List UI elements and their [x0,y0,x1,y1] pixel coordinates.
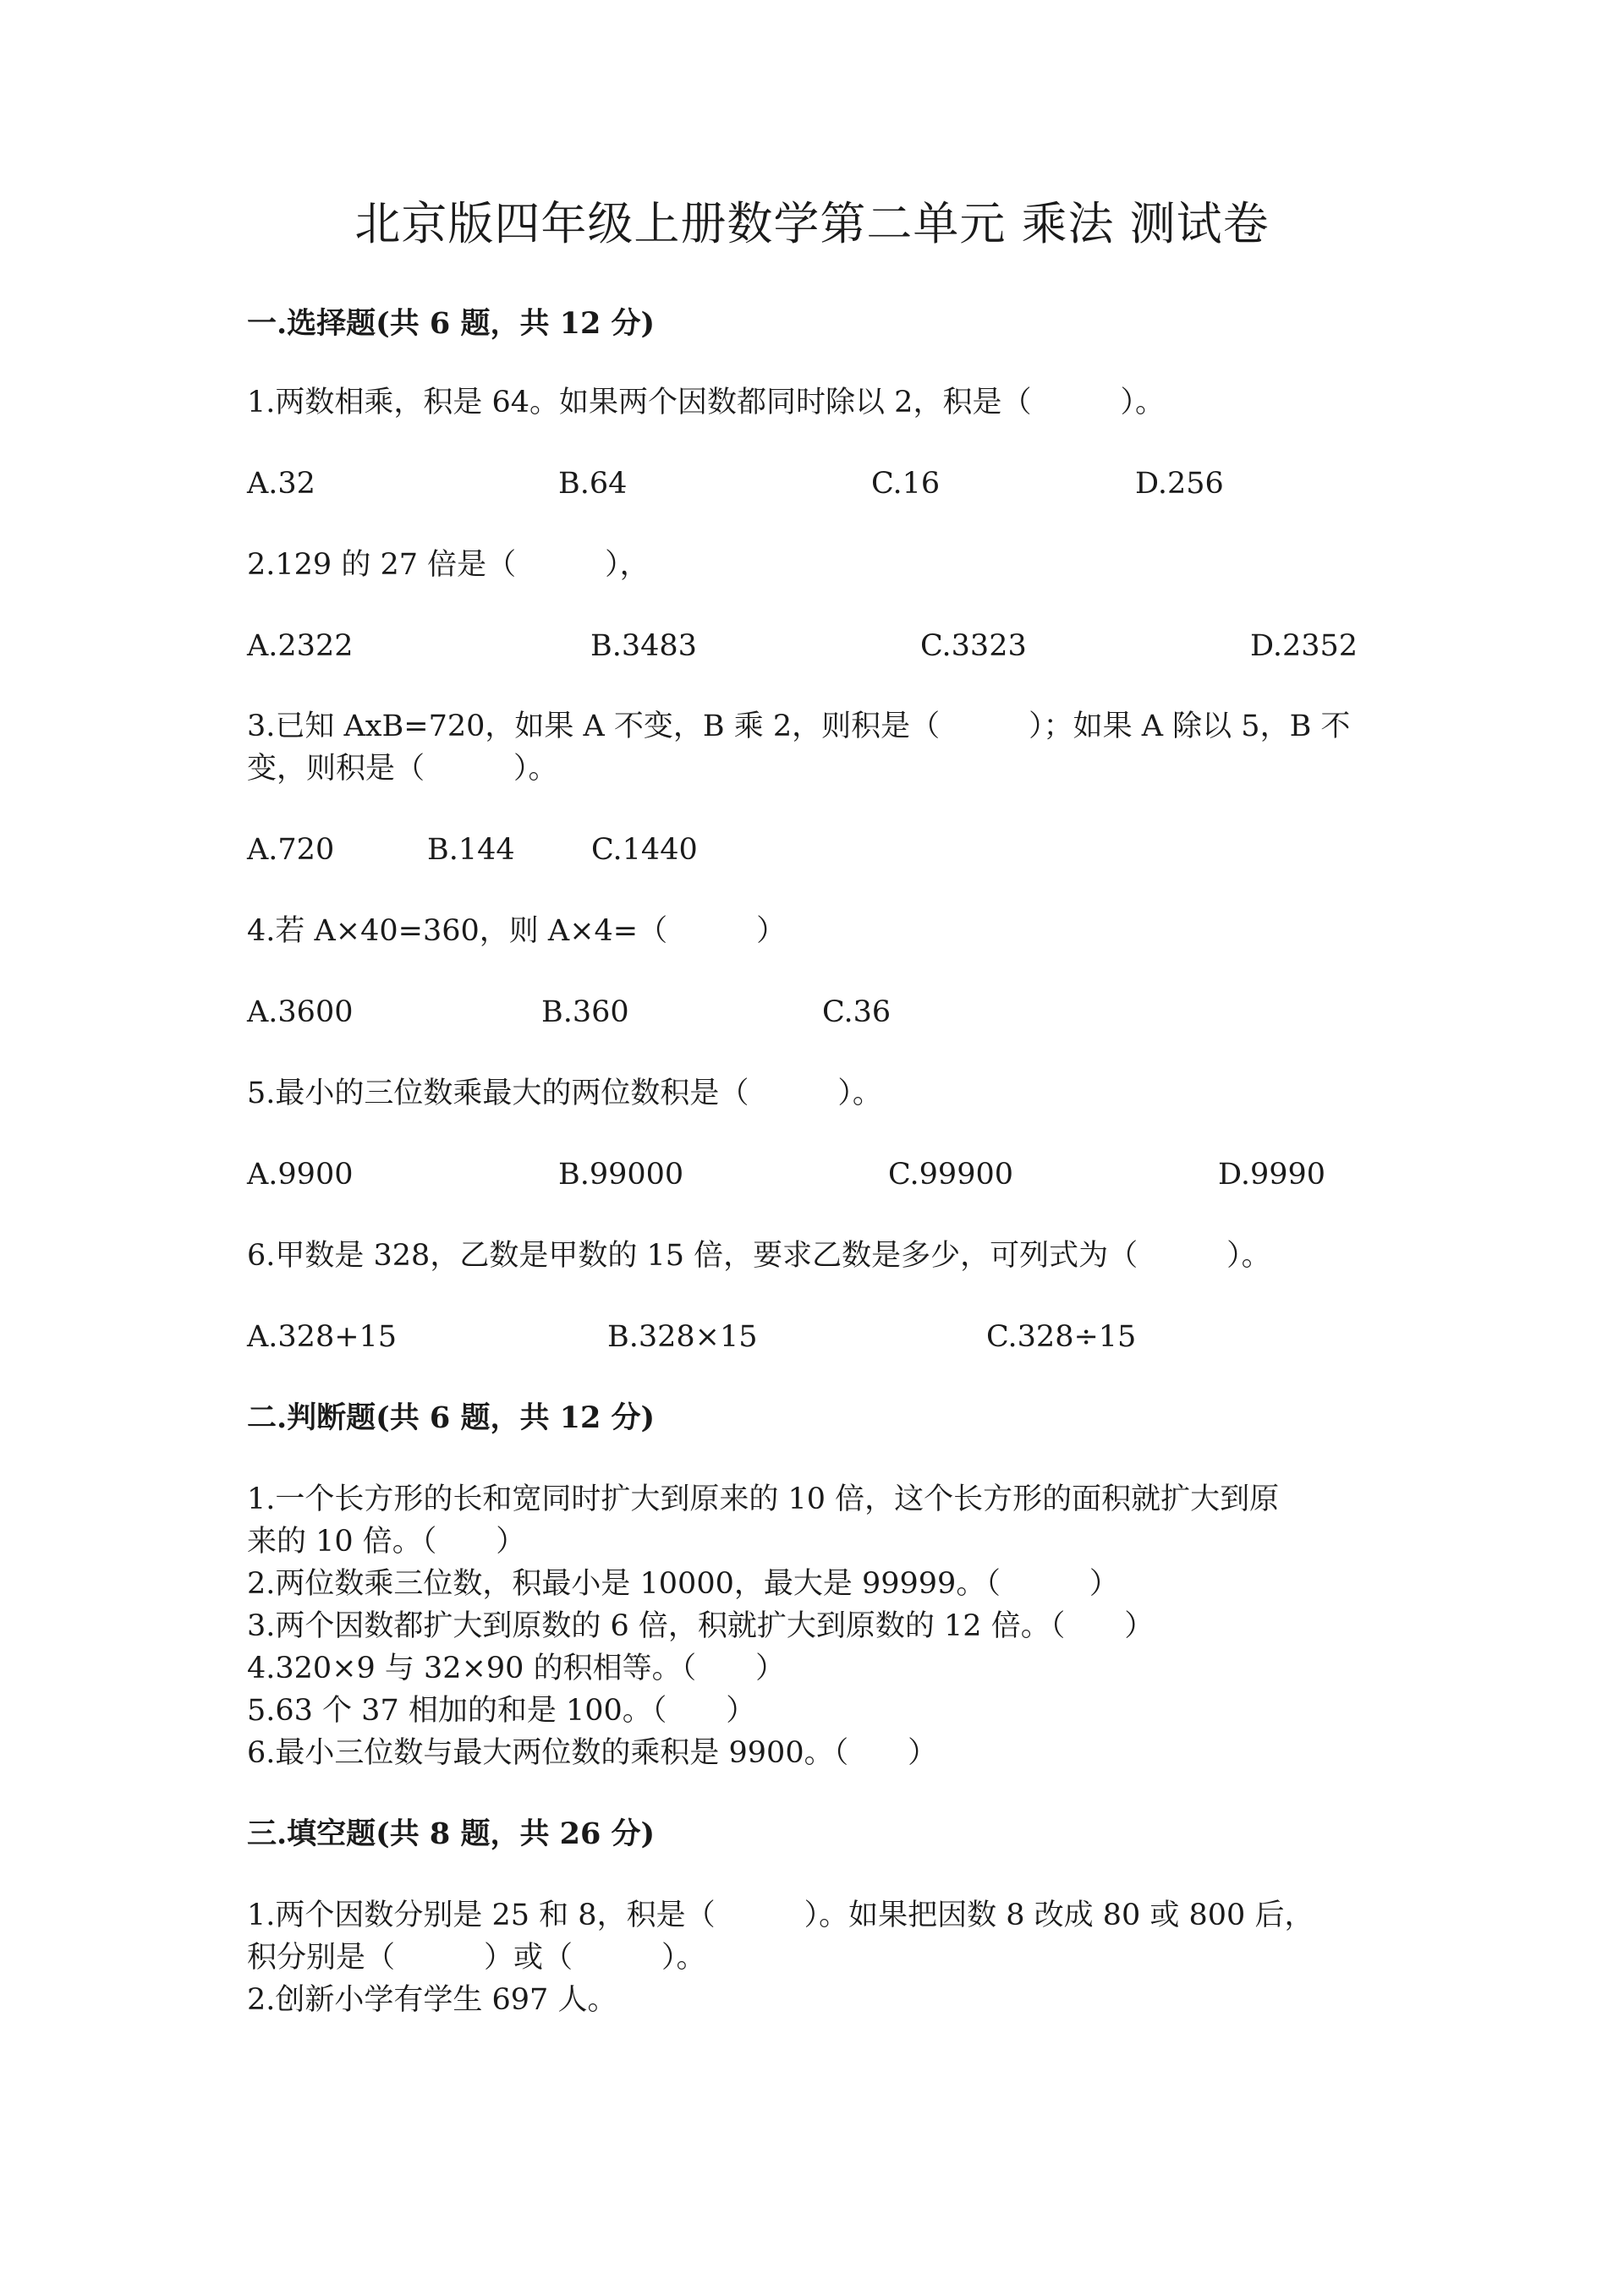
judgement-line: 4.320×9 与 32×90 的积相等。（ ） [247,1652,786,1685]
option-c: C.36 [822,995,892,1029]
option-a: A.3600 [247,995,354,1029]
option-b: B.360 [541,995,629,1029]
option-c: C.3323 [920,629,1027,663]
judgement-line: 1.一个长方形的长和宽同时扩大到原来的 10 倍，这个长方形的面积就扩大到原 [247,1482,1280,1516]
judgement-line: 3.两个因数都扩大到原数的 6 倍，积就扩大到原数的 12 倍。（ ） [247,1609,1155,1643]
page-title: 北京版四年级上册数学第二单元 乘法 测试卷 [354,197,1270,250]
judgement-line: 6.最小三位数与最大两位数的乘积是 9900。（ ） [247,1736,938,1770]
option-d: D.2352 [1250,629,1358,663]
option-a: A.328+15 [247,1320,398,1354]
option-b: B.64 [558,467,628,501]
option-a: A.32 [247,467,315,501]
option-a: A.720 [247,833,335,867]
option-b: B.3483 [590,629,697,663]
question-text: 3.已知 AxB=720，如果 A 不变，B 乘 2，则积是（ ）；如果 A 除以 5，B 不 [247,710,1351,743]
option-a: A.2322 [247,629,354,663]
option-c: C.1440 [591,833,698,867]
question-text: 6.甲数是 328，乙数是甲数的 15 倍，要求乙数是多少，可列式为（ ）。 [247,1239,1271,1273]
option-b: B.99000 [558,1158,684,1192]
fill-line: 1.两个因数分别是 25 和 8，积是（ ）。如果把因数 8 改成 80 或 800 后， [247,1899,1314,1932]
question-text: 2.129 的 27 倍是（ ）， [247,548,650,582]
section-heading-fill: 三.填空题(共 8 题，共 26 分) [247,1817,656,1851]
section-heading-choice: 一.选择题(共 6 题，共 12 分) [247,306,656,341]
option-c: C.328÷15 [986,1320,1137,1354]
judgement-line: 来的 10 倍。（ ） [247,1525,526,1559]
option-b: B.144 [427,833,515,867]
judgement-line: 2.两位数乘三位数，积最小是 10000，最大是 99999。（ ） [247,1567,1119,1601]
option-d: D.9990 [1218,1158,1326,1192]
question-text: 1.两数相乘，积是 64。如果两个因数都同时除以 2，积是（ ）。 [247,386,1165,419]
option-b: B.328×15 [607,1320,758,1354]
question-text: 变，则积是（ ）。 [247,752,558,786]
option-c: C.99900 [888,1158,1013,1192]
fill-line: 积分别是（ ）或（ ）。 [247,1941,706,1975]
section-heading-judgement: 二.判断题(共 6 题，共 12 分) [247,1400,656,1435]
question-text: 4.若 A×40=360，则 A×4=（ ） [247,914,787,948]
fill-line: 2.创新小学有学生 697 人。 [247,1983,617,2017]
question-text: 5.最小的三位数乘最大的两位数积是（ ）。 [247,1077,882,1110]
option-a: A.9900 [247,1158,354,1192]
option-d: D.256 [1135,467,1224,501]
option-c: C.16 [871,467,941,501]
judgement-line: 5.63 个 37 相加的和是 100。（ ） [247,1694,756,1728]
